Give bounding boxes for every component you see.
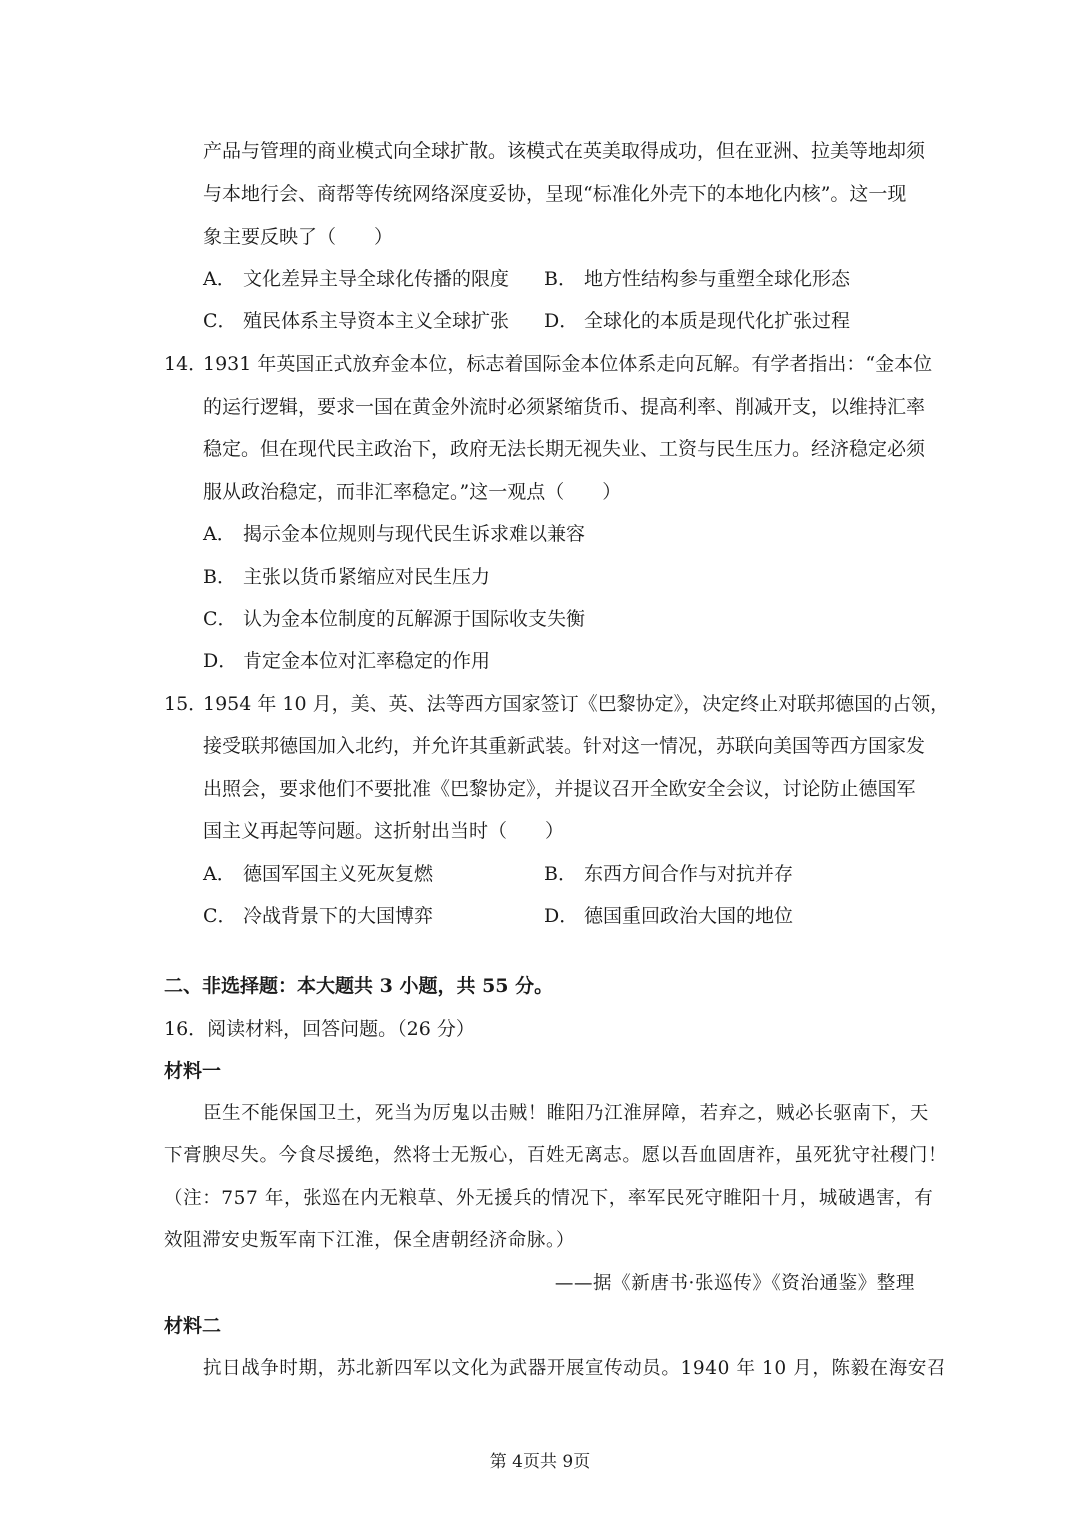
q13-stem-line-1: 产品与管理的商业模式向全球扩散。该模式在英美取得成功，但在亚洲、拉美等地却须 — [203, 140, 926, 162]
q14-stem-line-3: 稳定。但在现代民主政治下，政府无法长期无视失业、工资与民生压力。经济稳定必须 — [203, 438, 926, 460]
q15-option-d — [544, 903, 793, 929]
q14-stem-line-2: 的运行逻辑，要求一国在黄金外流时必须紧缩货币、提高利率、削减开支，以维持汇率 — [203, 396, 926, 418]
material1-line-1: 臣生不能保国卫土，死当为厉鬼以击贼！睢阳乃江淮屏障，若弃之，贼必长驱南下，天 — [203, 1103, 929, 1124]
q13-stem-line-2: 与本地行会、商帮等传统网络深度妥协，呈现“标准化外壳下的本地化内核”。这一现 — [203, 183, 907, 205]
material1-heading: 材料一 — [164, 1060, 222, 1082]
option-text: 主张以货币紧缩应对民生压力 — [243, 566, 491, 588]
q13-option-c — [203, 308, 509, 334]
option-text: 认为金本位制度的瓦解源于国际收支失衡 — [243, 608, 586, 630]
material2-heading: 材料二 — [164, 1315, 222, 1337]
option-label: C． — [203, 608, 237, 630]
option-text: 德国军国主义死灰复燃 — [243, 863, 434, 885]
option-label: D． — [544, 310, 579, 332]
option-text: 东西方间合作与对抗并存 — [584, 863, 794, 885]
option-text: 殖民体系主导资本主义全球扩张 — [243, 310, 510, 332]
option-text: 肯定金本位对汇率稳定的作用 — [243, 650, 491, 672]
q14-option-a — [203, 521, 585, 547]
option-label: D． — [544, 905, 579, 927]
q15-option-b — [544, 861, 793, 887]
option-text: 揭示金本位规则与现代民生诉求难以兼容 — [243, 523, 586, 545]
option-label: B． — [203, 566, 236, 588]
q14-option-b — [203, 564, 490, 590]
section2-heading: 二、非选择题：本大题共 3 小题，共 55 分。 — [164, 975, 554, 997]
q15-option-c — [203, 903, 433, 929]
q15-option-a — [203, 861, 433, 887]
option-label: A． — [203, 523, 236, 545]
option-text: 文化差异主导全球化传播的限度 — [243, 268, 510, 290]
q13-stem-line-3: 象主要反映了（ ） — [203, 226, 394, 248]
q13-option-b — [544, 266, 850, 292]
option-text: 冷战背景下的大国博弈 — [243, 905, 434, 927]
q14-stem-line-4: 服从政治稳定，而非汇率稳定。”这一观点（ ） — [203, 481, 622, 503]
q14-stem-line-1: 1931 年英国正式放弃金本位，标志着国际金本位体系走向瓦解。有学者指出：“金本位 — [203, 353, 933, 375]
q15-stem-line-1: 1954 年 10 月，美、英、法等西方国家签订《巴黎协定》，决定终止对联邦德国的占领， — [203, 693, 950, 715]
material1-line-2: 下膏腴尽失。今食尽援绝，然将士无叛心，百姓无离志。愿以吾血固唐祚，虽死犹守社稷门！ — [164, 1145, 948, 1166]
option-label: C． — [203, 905, 237, 927]
material1-source: ——据《新唐书·张巡传》《资治通鉴》整理 — [554, 1273, 915, 1294]
q15-number: 15． — [164, 693, 208, 715]
option-label: C． — [203, 310, 237, 332]
option-label: B． — [544, 268, 577, 290]
option-label: A． — [203, 863, 236, 885]
q15-stem-line-3: 出照会，要求他们不要批准《巴黎协定》，并提议召开全欧安全会议，讨论防止德国军 — [203, 778, 916, 800]
material1-line-3: （注：757 年，张巡在内无粮草、外无援兵的情况下，率军民死守睢阳十月，城破遇害，有 — [164, 1188, 934, 1209]
q13-option-d — [544, 308, 850, 334]
q14-option-c — [203, 606, 585, 632]
material1-line-4: 效阻滞安史叛军南下江淮，保全唐朝经济命脉。） — [164, 1230, 575, 1251]
material2-line-1: 抗日战争时期，苏北新四军以文化为武器开展宣传动员。1940 年 10 月，陈毅在海安召 — [203, 1358, 947, 1379]
q14-option-d — [203, 648, 490, 674]
page-number: 第 4页共 9页 — [489, 1452, 591, 1472]
q14-number: 14． — [164, 353, 208, 375]
option-label: B． — [544, 863, 577, 885]
q13-option-a — [203, 266, 509, 292]
option-text: 全球化的本质是现代化扩张过程 — [584, 310, 851, 332]
option-text: 地方性结构参与重塑全球化形态 — [584, 268, 851, 290]
q15-stem-line-2: 接受联邦德国加入北约，并允许其重新武装。针对这一情况，苏联向美国等西方国家发 — [203, 735, 926, 757]
option-label: A． — [203, 268, 236, 290]
q15-stem-line-4: 国主义再起等问题。这折射出当时（ ） — [203, 820, 565, 842]
option-text: 德国重回政治大国的地位 — [584, 905, 794, 927]
option-label: D． — [203, 650, 238, 672]
q16-title: 16．阅读材料，回答问题。（26 分） — [164, 1018, 475, 1040]
